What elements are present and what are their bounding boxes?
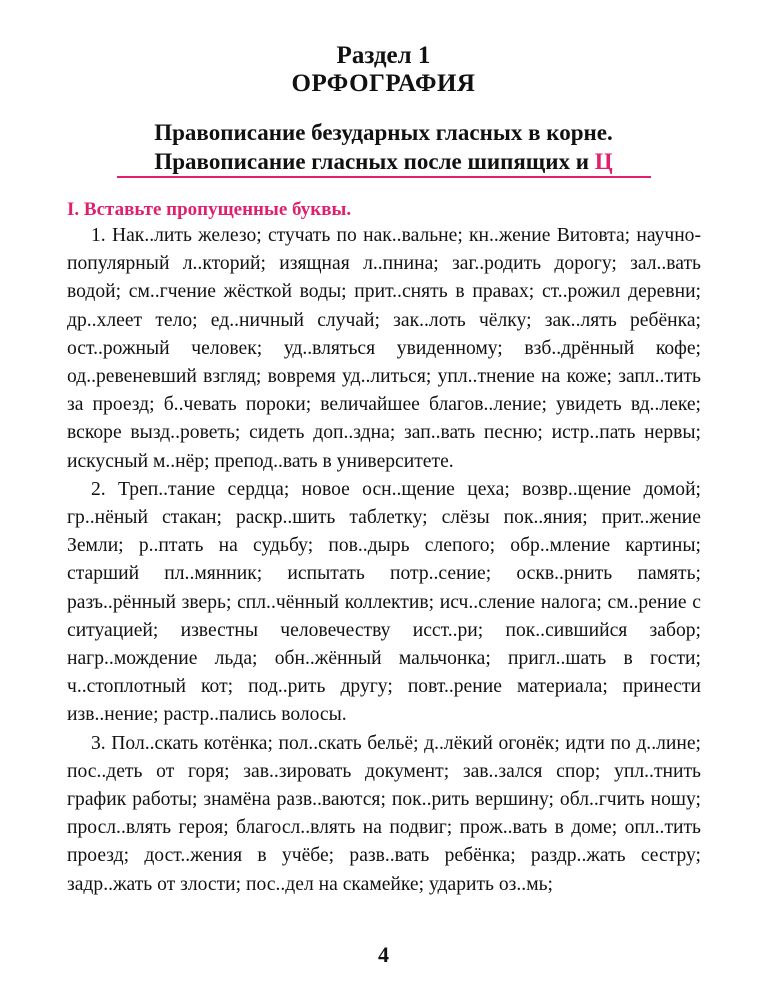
topic-line-1: Правописание безударных гласных в корне. — [154, 120, 613, 145]
topic-line-2-text: Правописание гласных после шипящих и — [154, 149, 595, 174]
exercise-body — [67, 222, 701, 899]
section-label: Раздел 1 — [336, 42, 431, 69]
topic-line-2 — [154, 147, 612, 176]
topic-accent-letter: Ц — [594, 149, 613, 174]
exercise-paragraph-3: 3. Пол..скать котёнка; пол..скать бельё; д..лёкий огонёк; идти по д..лине; пос..деть от горя; зав..зировать документ; зав..зался спор; упл..тнить график работы; знамёна разв..ваются; пок..рить вершину; обл..гчить ношу; просл..влять героя; благосл..влять на подвиг; прож..вать в доме; опл..тить проезд; дост..жения в учёбе; разв..вать ребёнка; раздр..жать сестру; задр..жать от злости; пос..дел на скамейке; ударить оз..мь; — [67, 732, 701, 895]
page-number: 4 — [378, 942, 389, 967]
exercise-title: I. Вставьте пропущенные буквы. — [67, 199, 352, 220]
exercise-paragraph-2: 2. Треп..тание сердца; новое осн..щение цеха; возвр..щение домой; гр..нёный стакан; раскр..шить таблетку; слёзы пок..яния; прит..жение Земли; р..птать на судьбу; пов..дырь слепого; обр..мление картины; старший пл..мянник; испытать потр..сение; оскв..рнить память; разъ..рённый зверь; спл..чённый коллектив; исч..сление налога; см..рение с ситуацией; известны человечеству исст..ри; пок..сившийся забор; нагр..мождение льда; обн..жённый мальчонка; пригл..шать в гости; ч..стоплотный кот; под..рить другу; повт..рение материала; принести изв..нение; растр..пались волосы. — [67, 478, 701, 726]
topic-heading — [0, 118, 767, 176]
section-title: ОРФОГРАФИЯ — [291, 70, 476, 97]
topic-underline — [117, 176, 651, 178]
exercise-paragraph-1: 1. Нак..лить железо; стучать по нак..вальне; кн..жение Витовта; научно-популярный л..кторий; изящная л..пнина; заг..родить дорогу; зал..вать водой; см..гчение жёсткой воды; прит..снять в правах; ст..рожил деревни; др..хлеет тело; ед..ничный случай; зак..лоть чёлку; зак..лять ребёнка; ост..рожный человек; уд..вляться увиденному; взб..дрённый кофе; од..ревеневший взгляд; вовремя уд..литься; упл..тнение на коже; запл..тить за проезд; б..чевать пороки; величайшее благов..ление; увидеть вд..леке; вскоре вызд..роветь; сидеть доп..здна; зап..вать песню; истр..пать нервы; искусный м..нёр; препод..вать в университете. — [67, 225, 701, 472]
